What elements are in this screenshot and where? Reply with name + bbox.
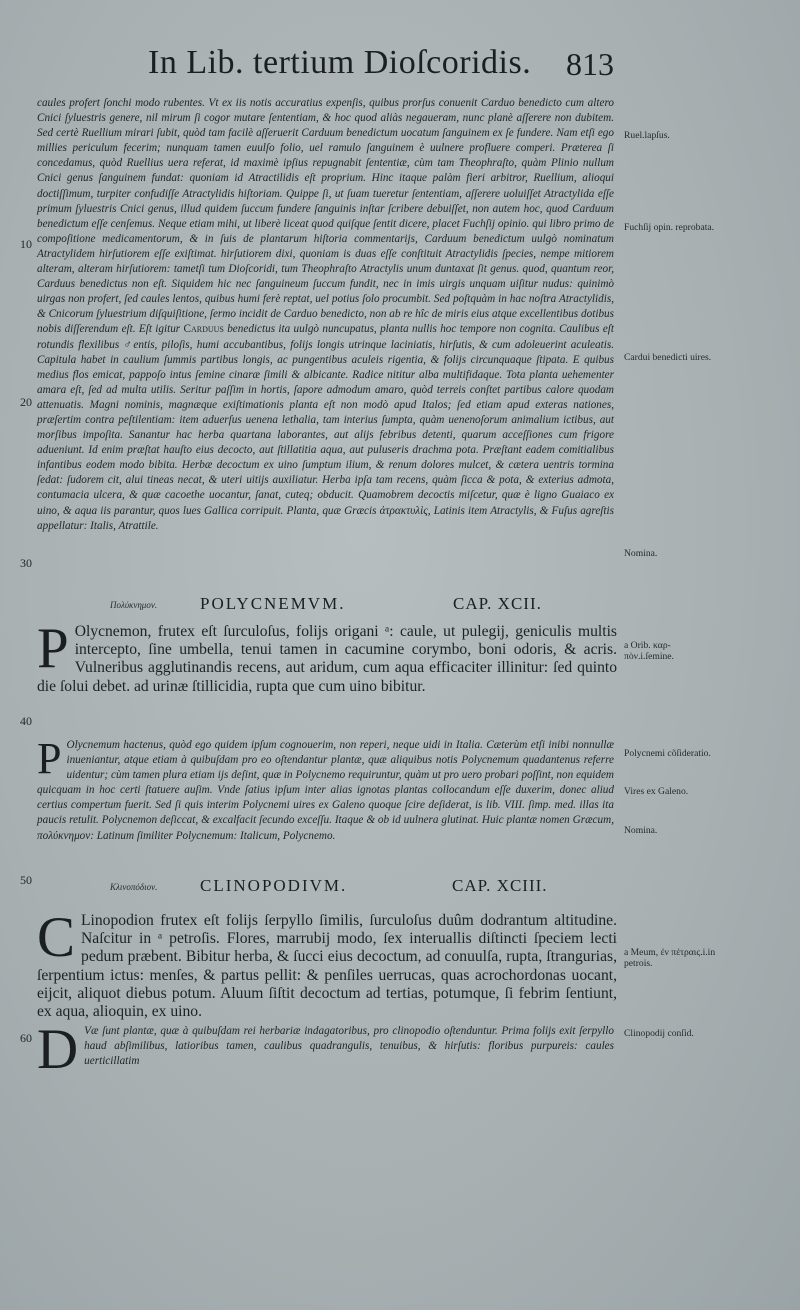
chapter-name: CLINOPODIVM. xyxy=(200,876,348,895)
drop-cap: D xyxy=(37,1018,79,1081)
line-number: 60 xyxy=(20,1031,32,1045)
drop-cap: P xyxy=(37,734,62,783)
clinopodium-text xyxy=(37,906,617,1021)
chapter-number: CAP. XCIII. xyxy=(452,876,548,895)
chapter-name: POLYCNEMVM. xyxy=(200,594,346,613)
running-title: In Lib. tertium Dioſcoridis. xyxy=(148,44,532,81)
margin-note: Ruel.lapſus. xyxy=(624,130,670,141)
drop-cap: P xyxy=(37,617,69,680)
commentary-carduus-b-text: benedictus ita uulgò nuncupatus, planta nullis hoc tempore non cognita. Caulibus eſt rotundis flexilibus ♂entis, piloſis, humi accubantibus, folijs longis utrinque laciniatis, hirſutis, & cum adoleuerint aculeatis. Capitula habet in caulium ſummis partibus longis, ac pungentibus aculeis rigentia, & folijs circunquaque ſtipata. E quibus medius flos emicat, pappoſo intus ſemine cinaræ ſimili & albicante. Radice nititur alba multifidaque. Tota planta uehementer amara eſt, ſed ad multa utilis. Seritur paſſim in hortis, ſapore admodum amaro, quòd terreis conſtet partibus calore quodam attenuatis. Magni nominis, magnæque exiſtimationis planta eſt non modò apud Italos; ſed etiam apud exteras nationes, præſertim contra peſtilentiam: item aduerſus uenena lethalia, tam interius ſumpta, quàm uenenoſorum animalium ictibus, aut morſibus impoſita. Sanantur hac herba quartana laborantes, aut alijs febribus detenti, quarum acceſſiones cum frigore adueniunt. Id enim præſtat hauſto eius decocto, aut ſtillatitia aqua, aut puluseris drachma pota. Præſtant eadem comitialibus infantibus eodem modo bibita. Herbæ decoctum ex uino ſumptum ilium, & renum dolores mulcet, & cætera uentris tormina ſedat: ſudorem cit, alui tineas necat, & uteri uitijs auxiliatur. Herba ipſa tam recens, quàm ſicca & pota, & exterius admota, contumacia ulcera, & quæ cacoethe uocantur, ſanat, cuteq; obducit. Quamobrem decoctis miſcetur, quæ è ligno Guaiaco ex uino, & aqua iis parantur, quos lues Gallica corripuit. Planta, quæ Græcis ἀτρακτυλὶς, Latinis item Atractylis, & Fuſus agreſtis appellatur: Italis, Atrattile. xyxy=(37,323,615,532)
commentary-carduus-b-lead: Eſt igitur xyxy=(138,323,181,336)
line-number: 40 xyxy=(20,714,32,728)
line-number: 50 xyxy=(20,873,32,887)
drop-cap: C xyxy=(37,906,76,969)
clinopodium-body: Linopodion frutex eſt folijs ſerpyllo ſimilis, ſurculoſus duûm dodrantum altitudine. Naſcitur in ᵃ petroſis. Flores, marrubij modo, ſex interuallis diſtincti ſpeciem lecti pedum præbent. Bibitur herba, & ſucci eius decoctum, ad conuulſa, rupta, ſtrangurias, ſerpentium ictus: menſes, & partus pellit: & penſiles uerrucas, quas acrochordonas uocant, eijcit, aliquot diebus potum. Aluum ſiſtit decoctum ad tertias, potumque, ſi febrim ſentiunt, ex aqua, alioquin, ex uino. xyxy=(37,912,617,1021)
polycnemum-text xyxy=(37,617,617,696)
margin-note: Fuchſij opin. reprobata. xyxy=(624,222,715,233)
polycnemum-body: Olycnemon, frutex eſt ſurculoſus, folijs origani ᵃ: caule, ut pulegij, geniculis multis intercepto, ſine umbella, tenui tamen in cacumine corymbo, boni odoris, & acris. Vulneribus agglutinandis recens, aut aridum, cum aqua efficaciter illinitur: ſed quinto die ſolui debet. ad urinæ ſtillicidia, rupta que cum uino bibitur. xyxy=(37,623,617,695)
carduus-smallcaps: Carduus xyxy=(183,323,224,336)
chapter-number: CAP. XCII. xyxy=(453,594,542,613)
line-number: 30 xyxy=(20,556,32,570)
polycnemum-commentary xyxy=(37,734,614,844)
clinopodium-commentary-body: Væ ſunt plantæ, quæ à quibuſdam rei herbariæ indagatoribus, pro clinopodio oſtenduntur. Prima folijs exit ſerpyllo haud abſimilibus, latioribus tamen, caulibus quadrangulis, tenuibus, & hirſutis: floribus purpureis: caules uerticillatim xyxy=(84,1025,614,1068)
page-number: 813 xyxy=(566,46,614,82)
margin-note: a Orib. καρ-πὸν.i.ſemine. xyxy=(624,640,674,663)
margin-note: Clinopodij conſid. xyxy=(624,1028,694,1039)
line-number: 20 xyxy=(20,395,32,409)
polycnemum-commentary-body: Olycnemum hactenus, quòd ego quidem ipſum cognouerim, non reperi, neque uidi in Italia. Cæterùm etſi inibi nonnullæ inueniantur, atque etiam à quibuſdam pro eo oſtendantur plantæ, quæ aliquibus notis Polycnemum quadantenus referre uidentur; cùm tamen plura etiam ijs deſint, quæ in Polycnemo requiruntur, quàm ut pro uero probari poſſint, non equidem quicquam in hoc certi ſtatuere auſim. Vnde ſatius ipſum inter alias ignotas plantas collocandum eſſe duxerim, donec aliud certius compertum fuerit. Sed ſi quis interim Polycnemi uires ex Galeno quoque ſcire deſiderat, is lib. VIII. ſimp. med. illas ita paucis retulit. Polycnemon deſiccat, & excalfacit ſecundo exceſſu. Itaque & ob id uulnera glutinat. Huic plantæ nomen Græcum, πολύκνημον: Latinum ſimiliter Polycnemum: Italicum, Polycnemo. xyxy=(37,739,614,842)
line-number: 10 xyxy=(20,237,32,251)
margin-note: a Meum, ἐν πέτραις.i.in petrois. xyxy=(624,947,716,970)
commentary-carduus xyxy=(37,96,614,534)
commentary-carduus-text: caules profert ſonchi modo rubentes. Vt ex iis notis accuratius expenſis, quibus prorſus conuenit Carduo benedicto cum altero Cnici ſyluestris genere, nil mirum ſi cogor mutare ſententiam, & hoc quod aliàs negaueram, nunc planè aſſerere non dubitem. Sed certè Ruellium mirari ſubit, quòd tam facilè aſſeruerit Carduum benedictum uocatum ſanguinem ex ſe fundere. Nam etſi ego millies periculum fecerim; nunquam tamen euulſo folio, uel ramulo ſanguinem è uulnere profluere comperi. Præterea ſi concedamus, quòd Ruellius uera referat, id maximè ipſius repugnabit ſententiæ, cùm tam Theophraſto, quàm Plinio nullum Cnici genus ſanguinem fundat: quoniam id Atractilidis eſt proprium. Hinc itaque palàm fieri arbitror, Ruellium, alioqui doctiſſimum, turpiter confudiſſe Atractylidis hiſtoriam. Quippe ſi, ut ſuam tueretur ſententiam, aſſerere uoluiſſet Atractylida eſſe primum ſyluestris Cnici genus, illud quidem ſuccum fundere ſanguinis inſtar ſcribere debuiſſet, non autem hoc, quod Carduum benedictum eſſe cenſemus. Neque etiam mihi, ut liberè liceat quod quiſque ſentit dicere, placet Fuchſij opinio. qui libro primo de compoſitione medicamentorum, & in ſuis de plantarum hiſtoria commentarijs, Carduum benedictum uulgò nominatum Atractylidem hirſutiorem eſſe exiſtimat. hirſutiorem dixi, quoniam is duas eſſe conſtituit Atractylidis ſpecies, nempe mitiorem alteram, alteram hirſutiorem: tametſi tum Dioſcoridi, tum Theophraſto Atractylis unum duntaxat ſit genus. quod, quantum reor, Carduus benedictus non eſt. Siquidem hic nec ſanguineum ſuccum fundit, nec in imis uirgis unquam uiſitur nudus: quinimò uirgas non profert, ſed caules lentos, quibus humi ferè reptat, uel potius ſolo procumbit. Sed poſtquàm in hac noſtra Atractylidis, & Cnicorum ſyluestrium diſquiſitione, ſermo incidit de Carduo benedicto, non ab re hîc de miris eius atque excellentibus dotibus nobis diſſerendum eſt. xyxy=(37,97,614,336)
clinopodium-commentary xyxy=(37,1018,614,1081)
chapter-heading-clinopodium xyxy=(0,876,800,900)
margin-note: Vires ex Galeno. xyxy=(624,786,689,797)
margin-note: Nomina. xyxy=(624,548,658,559)
margin-note: Cardui benedicti uires. xyxy=(624,352,712,363)
chapter-heading-polycnemum xyxy=(0,594,800,618)
greek-name: Πολύκνημον. xyxy=(110,600,158,610)
margin-note: Nomina. xyxy=(624,825,658,836)
greek-name: Κλινοπόδιον. xyxy=(110,882,158,892)
margin-note: Polycnemi cõſideratio. xyxy=(624,748,711,759)
